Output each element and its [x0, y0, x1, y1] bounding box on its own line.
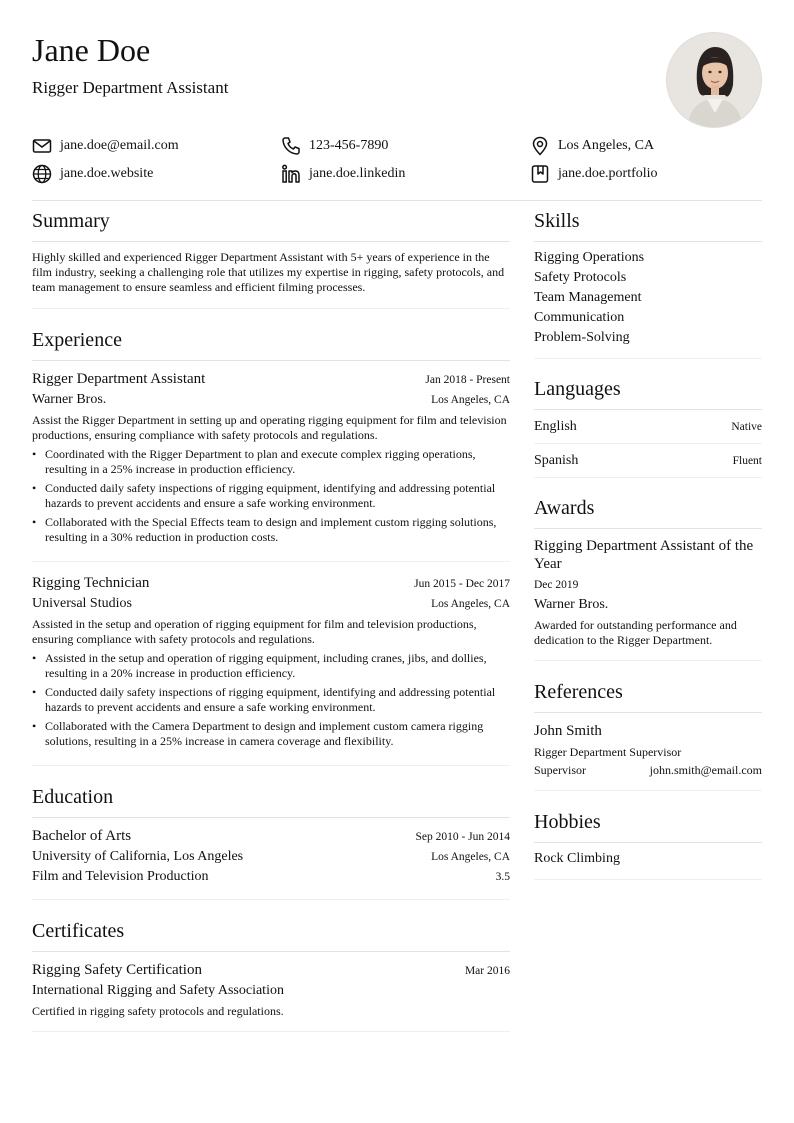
contact-phone[interactable] [281, 136, 388, 156]
field-of-study: Film and Television Production [32, 869, 209, 884]
section-heading: Experience [32, 327, 510, 361]
language-name: English [534, 419, 577, 434]
job-bullet: • Coordinated with the Rigger Department to plan and execute complex rigging operations, resulting in a 25% increase in production efficiency. [32, 447, 510, 477]
section-heading: Education [32, 784, 510, 818]
school: University of California, Los Angeles [32, 849, 244, 864]
gpa: 3.5 [495, 871, 510, 883]
section-heading: Skills [534, 208, 762, 242]
job-bullet: • Conducted daily safety inspections of rigging equipment, identifying and addressing potential hazards to prevent accidents and ensure a safe working environment. [32, 481, 510, 511]
phone-text: 123-456-7890 [309, 138, 389, 153]
job-bullet: • Assisted in the setup and operation of rigging equipment, including cranes, jibs, and dollies, resulting in a 20% increase in production efficiency. [32, 651, 510, 681]
skill-item: Communication [534, 310, 625, 325]
reference-email[interactable]: john.smith@email.com [649, 763, 762, 777]
degree: Bachelor of Arts [32, 828, 132, 844]
language-level: Fluent [732, 455, 762, 467]
candidate-name: Jane Doe [32, 32, 151, 68]
contact-location [530, 136, 654, 156]
job-role: Rigger Department Assistant [32, 371, 206, 387]
job-bullet: • Collaborated with the Special Effects team to design and implement custom rigging solutions, resulting in a 30% reduction in production costs. [32, 515, 510, 545]
award-date: Dec 2019 [534, 579, 579, 591]
job-company: Warner Bros. [32, 392, 107, 407]
skill-item: Rigging Operations [534, 250, 645, 265]
candidate-title: Rigger Department Assistant [32, 78, 229, 97]
contact-portfolio[interactable] [530, 164, 658, 184]
contact-linkedin[interactable] [281, 164, 405, 184]
certificates-section [32, 918, 510, 1032]
section-heading: Awards [534, 495, 762, 529]
side-column [534, 208, 762, 880]
summary-text: Highly skilled and experienced Rigger Department Assistant with 5+ years of experience in the film industry, seeking a challenging role that utilizes my expertise in rigging, safety protocols, and team management to ensure seamless and efficient filming processes. [32, 250, 505, 294]
resume-header [32, 32, 762, 132]
job-dates: Jun 2015 - Dec 2017 [414, 578, 510, 590]
globe-icon [32, 164, 52, 184]
language-row [534, 410, 762, 443]
certificate-date: Mar 2016 [464, 965, 510, 977]
main-column [32, 208, 510, 1032]
hobby-item: Rock Climbing [534, 851, 620, 866]
portfolio-text: jane.doe.portfolio [558, 166, 658, 181]
languages-section [534, 376, 762, 478]
section-heading: Languages [534, 376, 762, 410]
language-name: Spanish [534, 453, 579, 468]
skill-item: Problem-Solving [534, 330, 630, 345]
linkedin-text: jane.doe.linkedin [309, 166, 406, 181]
skill-item: Team Management [534, 290, 642, 305]
certificate-description: Certified in rigging safety protocols and regulations. [32, 1004, 284, 1018]
award-description: Awarded for outstanding performance and dedication to the Rigger Department. [534, 618, 737, 647]
skills-section [534, 208, 762, 359]
award-title: Rigging Department Assistant of the Year [534, 538, 754, 572]
experience-entry [32, 361, 510, 562]
linkedin-icon [281, 164, 301, 184]
section-heading: Hobbies [534, 809, 762, 843]
job-bullet: • Collaborated with the Camera Department to design and implement custom camera rigging solutions, resulting in a 25% increase in camera coverage and flexibility. [32, 719, 510, 749]
certificate-name: Rigging Safety Certification [32, 962, 202, 978]
education-section [32, 784, 510, 900]
skill-item: Safety Protocols [534, 270, 627, 285]
section-heading: Summary [32, 208, 510, 242]
profile-photo [666, 32, 762, 128]
section-heading: Certificates [32, 918, 510, 952]
job-company: Universal Studios [32, 596, 132, 611]
section-heading: References [534, 679, 762, 713]
job-dates: Jan 2018 - Present [425, 374, 510, 386]
language-level: Native [731, 421, 762, 433]
location-text: Los Angeles, CA [558, 138, 655, 153]
certificate-issuer: International Rigging and Safety Association [32, 983, 284, 998]
job-location: Los Angeles, CA [431, 598, 510, 610]
experience-entry [32, 562, 510, 766]
mail-icon [32, 136, 52, 156]
job-bullet: • Conducted daily safety inspections of rigging equipment, identifying and addressing potential hazards to prevent accidents and ensure a safe working environment. [32, 685, 510, 715]
award-org: Warner Bros. [534, 597, 609, 612]
email-text: jane.doe@email.com [60, 138, 179, 153]
header-divider [32, 200, 762, 201]
website-text: jane.doe.website [60, 166, 154, 181]
references-section [534, 679, 762, 791]
summary-section [32, 208, 510, 309]
reference-relation: Supervisor [534, 763, 586, 777]
reference-title: Rigger Department Supervisor [534, 745, 682, 759]
bookmark-icon [530, 164, 550, 184]
job-role: Rigging Technician [32, 575, 150, 591]
phone-icon [281, 136, 301, 156]
contact-website[interactable] [32, 164, 153, 184]
reference-name: John Smith [534, 723, 602, 739]
language-row [534, 443, 762, 477]
contact-email[interactable] [32, 136, 179, 156]
job-description: Assisted in the setup and operation of rigging equipment for film and television productions, ensuring compliance with safety protocols and regulations. [32, 617, 477, 646]
location-icon [530, 136, 550, 156]
education-dates: Sep 2010 - Jun 2014 [415, 831, 510, 843]
awards-section [534, 495, 762, 661]
job-description: Assist the Rigger Department in setting up and operating rigging equipment for film and television productions, ensuring compliance with safety protocols and regulations. [32, 413, 507, 442]
job-location: Los Angeles, CA [431, 394, 510, 406]
education-location: Los Angeles, CA [431, 851, 510, 863]
hobbies-section [534, 809, 762, 880]
